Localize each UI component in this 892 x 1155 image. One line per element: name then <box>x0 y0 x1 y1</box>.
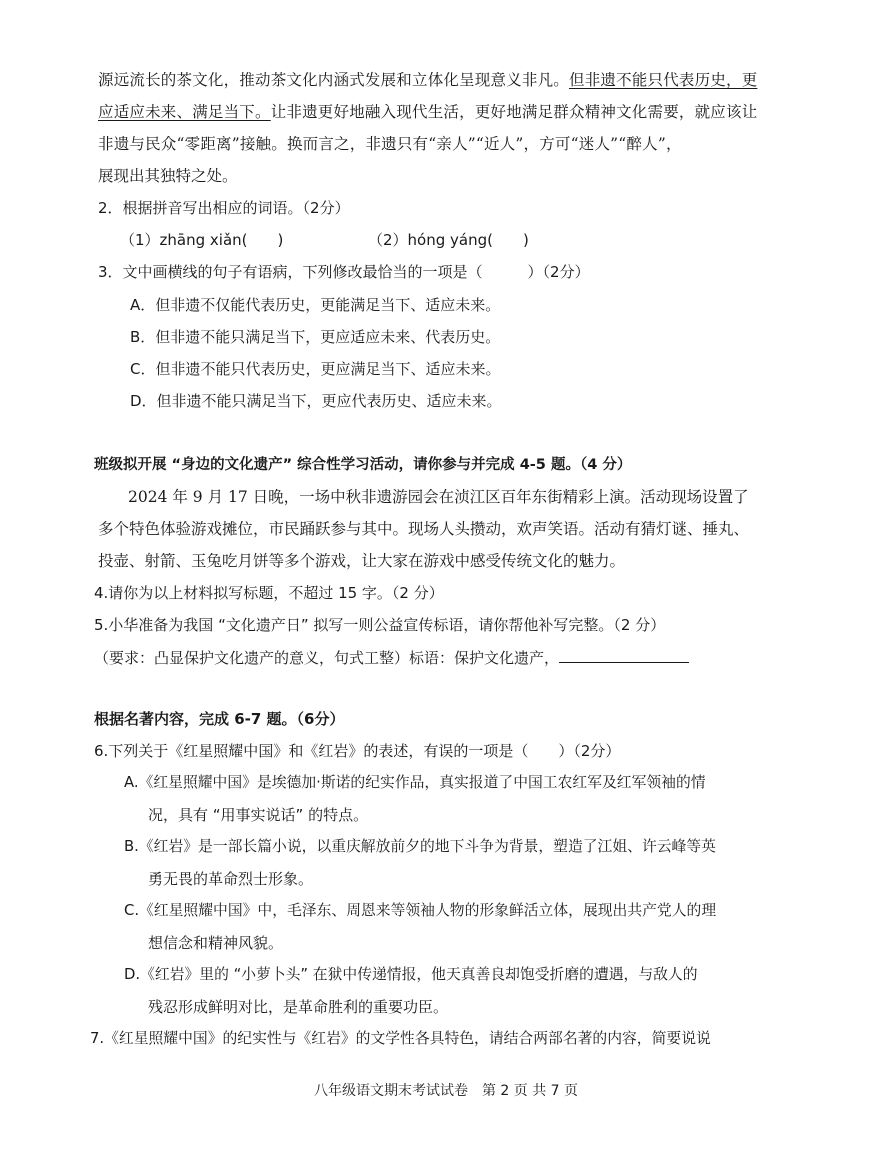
question-6-option-c-line-2: 想信念和精神风貌。 <box>148 934 284 952</box>
question-2-item-1: （1）zhāng xiǎn( ) <box>120 231 284 249</box>
question-6-option-a-line-1: A.《红星照耀中国》是埃德加·斯诺的纪实作品，真实报道了中国工农红军及红军领袖的情 <box>124 774 706 791</box>
answer-blank[interactable] <box>559 646 689 663</box>
question-3-option-a: A．但非遗不仅能代表历史，更能满足当下、适应未来。 <box>130 296 501 314</box>
question-3-stem: 3．文中画横线的句子有语病，下列修改最恰当的一项是（ ）（2分） <box>98 263 590 281</box>
question-5-requirement <box>94 646 689 669</box>
passage-line-1-text: 源远流长的茶文化，推动茶文化内涵式发展和立体化呈现意义非凡。 <box>98 71 570 89</box>
question-7-stem: 7.《红星照耀中国》的纪实性与《红岩》的文学性各具特色，请结合两部名著的内容，简要说说 <box>90 1030 711 1047</box>
question-6-stem: 6.下列关于《红星照耀中国》和《红岩》的表述，有误的一项是（ ）（2分） <box>94 742 621 760</box>
question-6-option-d-line-2: 残忍形成鲜明对比，是革命胜利的重要功臣。 <box>148 998 449 1016</box>
question-5-requirement-text: （要求：凸显保护文化遗产的意义，句式工整）标语：保护文化遗产， <box>94 649 560 667</box>
passage-line-1 <box>98 69 757 91</box>
question-3-option-b: B．但非遗不能只满足当下，更应适应未来、代表历史。 <box>130 328 501 346</box>
question-6-option-b-line-1: B.《红岩》是一部长篇小说，以重庆解放前夕的地下斗争为背景，塑造了江姐、许云峰等英 <box>124 838 716 855</box>
section-2-heading: 班级拟开展 “身边的文化遗产” 综合性学习活动，请你参与并完成 4-5 题。（4 分） <box>94 457 632 473</box>
question-6-option-a-line-2: 况，具有 “用事实说话” 的特点。 <box>148 806 369 824</box>
page-footer: 八年级语文期末考试试卷 第 2 页 共 7 页 <box>313 1083 579 1099</box>
question-6-option-c-line-1: C.《红星照耀中国》中，毛泽东、周恩来等领袖人物的形象鲜活立体，展现出共产党人的理 <box>124 902 717 919</box>
question-4-stem: 4.请你为以上材料拟写标题，不超过 15 字。（2 分） <box>94 584 444 602</box>
question-5-stem: 5.小华准备为我国 “文化遗产日” 拟写一则公益宣传标语，请你帮他补写完整。（2 分） <box>94 616 666 634</box>
passage-line-2 <box>98 101 757 123</box>
section-2-paragraph-line-1: 2024 年 9 月 17 日晚，一场中秋非遗游园会在浈江区百年东街精彩上演。活动现场设置了 <box>128 488 749 506</box>
section-3-heading: 根据名著内容，完成 6-7 题。（6分） <box>94 710 345 728</box>
section-2-paragraph-line-2: 多个特色体验游戏摊位，市民踊跃参与其中。现场人头攒动，欢声笑语。活动有猜灯谜、捶丸、 <box>98 520 750 538</box>
passage-line-4: 展现出其独特之处。 <box>98 167 238 185</box>
question-2-stem: 2．根据拼音写出相应的词语。（2分） <box>98 199 350 217</box>
question-6-option-d-line-1: D.《红岩》里的 “小萝卜头” 在狱中传递情报，他天真善良却饱受折磨的遭遇，与敌人的 <box>124 966 698 983</box>
passage-line-2-text: 让非遗更好地融入现代生活，更好地满足群众精神文化需要，就应该让 <box>270 103 758 121</box>
question-2-item-2: （2）hóng yáng( ) <box>368 231 529 249</box>
section-2-paragraph-line-3: 投壶、射箭、玉兔吃月饼等多个游戏，让大家在游戏中感受传统文化的魅力。 <box>98 552 626 570</box>
underlined-sentence-part-1: 但非遗不能只代表历史，更 <box>569 71 758 89</box>
question-3-option-c: C．但非遗不能只代表历史，更应满足当下、适应未来。 <box>130 360 501 378</box>
question-6-option-b-line-2: 勇无畏的革命烈士形象。 <box>148 870 314 888</box>
question-3-option-d: D．但非遗不能只满足当下，更应代表历史、适应未来。 <box>130 392 502 410</box>
passage-line-3: 非遗与民众“零距离”接触。换而言之，非遗只有“亲人”“近人”，方可“迷人”“醉人”， <box>98 135 682 153</box>
underlined-sentence-part-2: 应适应未来、满足当下。 <box>98 103 271 121</box>
